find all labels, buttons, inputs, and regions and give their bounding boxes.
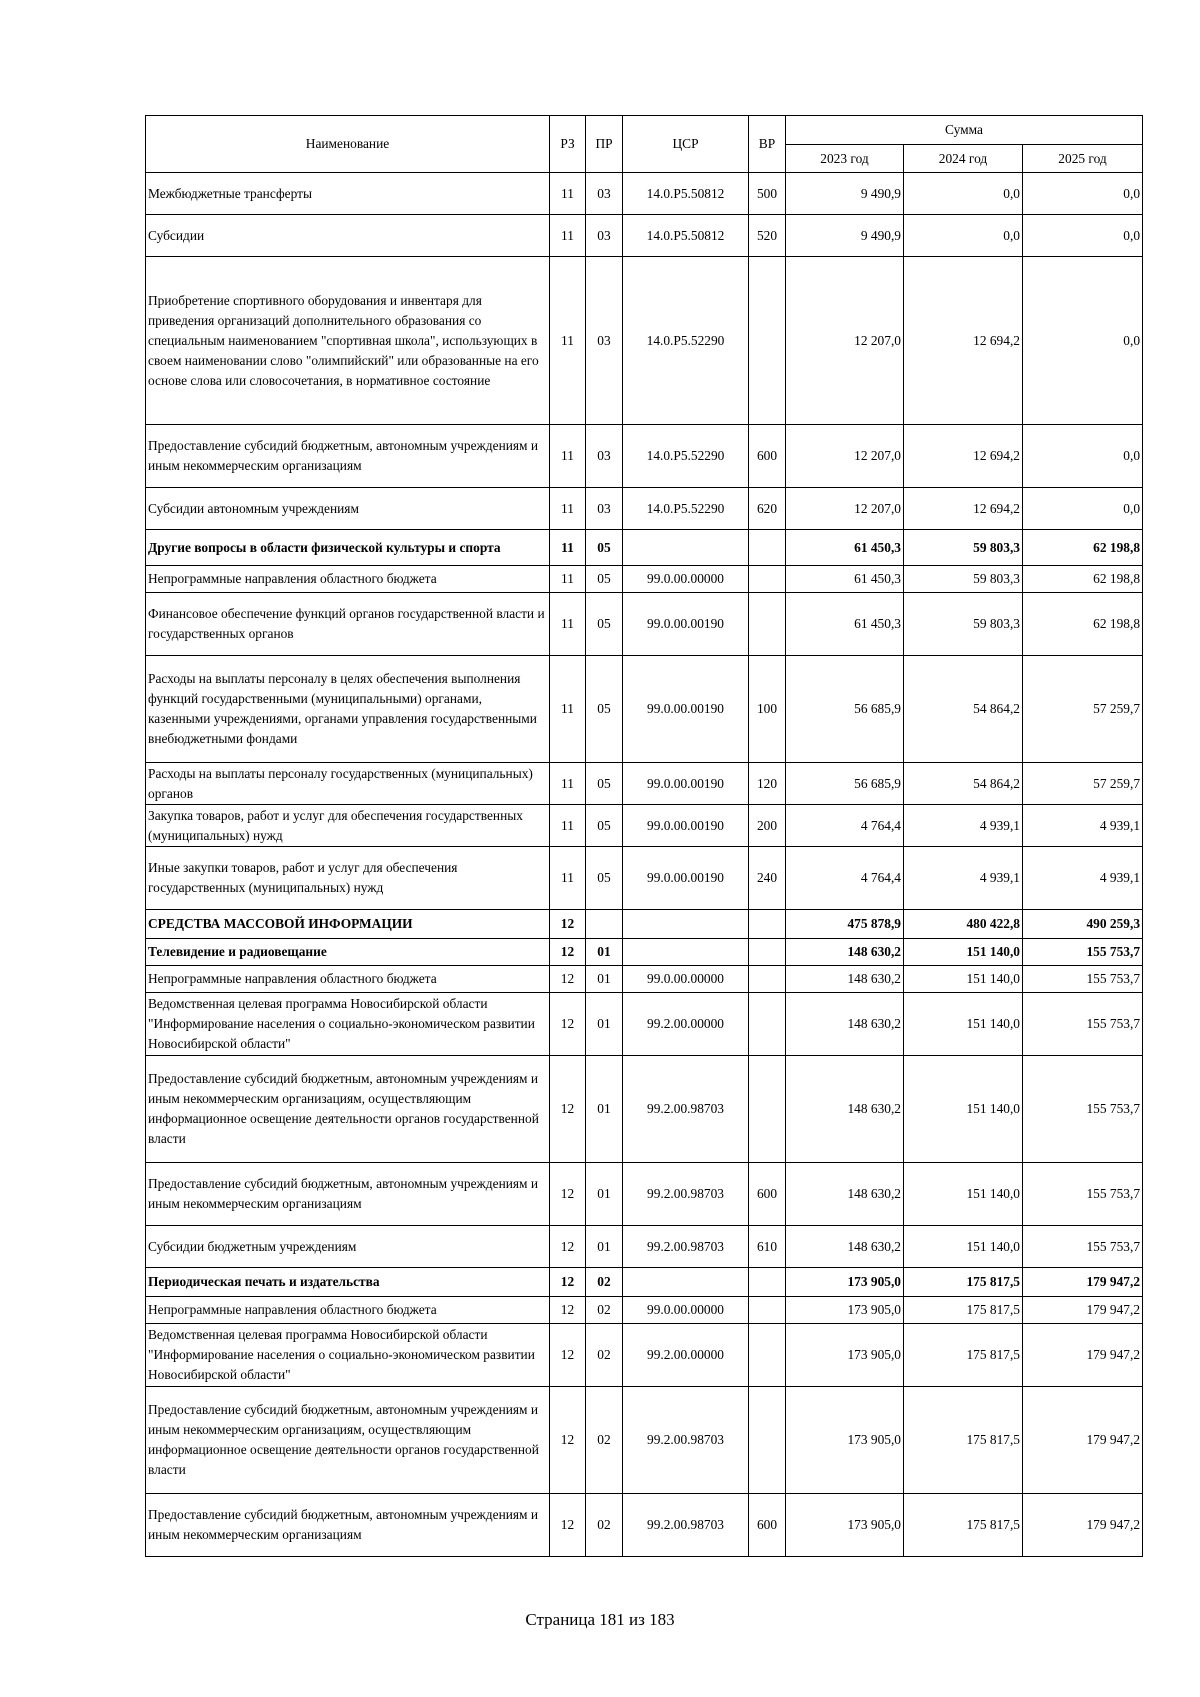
row-sum-2024: 175 817,5 (904, 1387, 1023, 1494)
row-sum-2023: 61 450,3 (786, 593, 904, 656)
row-sum-2025: 179 947,2 (1023, 1324, 1143, 1387)
row-name: Ведомственная целевая программа Новосибирской области "Информирование населения о социально-экономическом развитии Новосибирской области" (146, 1324, 550, 1387)
table-row (146, 939, 1143, 966)
row-sum-2025: 62 198,8 (1023, 566, 1143, 593)
row-sum-2025: 179 947,2 (1023, 1268, 1143, 1297)
row-name: Закупка товаров, работ и услуг для обеспечения государственных (муниципальных) нужд (146, 805, 550, 847)
row-csr: 14.0.P5.52290 (623, 425, 749, 488)
row-vr (749, 593, 786, 656)
row-csr: 99.2.00.98703 (623, 1056, 749, 1163)
row-csr: 99.2.00.00000 (623, 993, 749, 1056)
row-rz: 11 (550, 763, 586, 805)
row-csr: 14.0.P5.52290 (623, 257, 749, 425)
row-sum-2023: 9 490,9 (786, 173, 904, 215)
row-pr: 05 (586, 847, 623, 910)
row-sum-2024: 54 864,2 (904, 656, 1023, 763)
row-sum-2025: 62 198,8 (1023, 530, 1143, 566)
table-row (146, 566, 1143, 593)
row-sum-2024: 0,0 (904, 215, 1023, 257)
row-csr: 99.0.00.00000 (623, 966, 749, 993)
row-pr: 03 (586, 215, 623, 257)
row-vr (749, 993, 786, 1056)
row-vr: 600 (749, 1494, 786, 1557)
row-sum-2024: 54 864,2 (904, 763, 1023, 805)
row-sum-2023: 148 630,2 (786, 1163, 904, 1226)
row-vr: 100 (749, 656, 786, 763)
table-row (146, 966, 1143, 993)
row-csr: 14.0.P5.52290 (623, 488, 749, 530)
row-vr: 200 (749, 805, 786, 847)
row-csr (623, 939, 749, 966)
row-pr: 05 (586, 593, 623, 656)
table-row (146, 1163, 1143, 1226)
row-name: Субсидии автономным учреждениям (146, 488, 550, 530)
row-sum-2023: 12 207,0 (786, 257, 904, 425)
row-pr: 01 (586, 993, 623, 1056)
header-rz: РЗ (550, 116, 586, 173)
table-row (146, 1324, 1143, 1387)
row-vr: 620 (749, 488, 786, 530)
row-sum-2024: 151 140,0 (904, 993, 1023, 1056)
row-rz: 11 (550, 425, 586, 488)
table-row (146, 910, 1143, 939)
row-pr: 01 (586, 939, 623, 966)
row-pr: 01 (586, 1226, 623, 1268)
row-csr: 99.0.00.00190 (623, 763, 749, 805)
row-sum-2023: 148 630,2 (786, 1226, 904, 1268)
row-csr: 99.0.00.00190 (623, 593, 749, 656)
row-sum-2023: 148 630,2 (786, 966, 904, 993)
page-number: Страница 181 из 183 (525, 1610, 675, 1629)
row-sum-2023: 12 207,0 (786, 425, 904, 488)
row-sum-2023: 173 905,0 (786, 1324, 904, 1387)
row-sum-2024: 4 939,1 (904, 805, 1023, 847)
row-pr: 02 (586, 1297, 623, 1324)
row-csr: 99.0.00.00000 (623, 1297, 749, 1324)
row-sum-2025: 490 259,3 (1023, 910, 1143, 939)
row-rz: 11 (550, 215, 586, 257)
table-row (146, 593, 1143, 656)
row-sum-2024: 12 694,2 (904, 425, 1023, 488)
row-sum-2023: 56 685,9 (786, 656, 904, 763)
row-name: Другие вопросы в области физической культуры и спорта (146, 530, 550, 566)
row-vr (749, 1387, 786, 1494)
row-sum-2025: 4 939,1 (1023, 847, 1143, 910)
row-vr (749, 910, 786, 939)
row-sum-2023: 4 764,4 (786, 847, 904, 910)
row-sum-2025: 179 947,2 (1023, 1297, 1143, 1324)
row-sum-2024: 59 803,3 (904, 566, 1023, 593)
row-rz: 11 (550, 530, 586, 566)
row-name: Периодическая печать и издательства (146, 1268, 550, 1297)
row-pr: 02 (586, 1268, 623, 1297)
row-vr: 120 (749, 763, 786, 805)
row-rz: 11 (550, 257, 586, 425)
row-sum-2025: 0,0 (1023, 173, 1143, 215)
row-rz: 12 (550, 993, 586, 1056)
row-sum-2023: 61 450,3 (786, 566, 904, 593)
row-vr (749, 1324, 786, 1387)
row-pr: 01 (586, 1056, 623, 1163)
row-name: Финансовое обеспечение функций органов государственной власти и государственных органов (146, 593, 550, 656)
row-sum-2023: 148 630,2 (786, 939, 904, 966)
row-rz: 12 (550, 1163, 586, 1226)
row-rz: 11 (550, 656, 586, 763)
row-pr: 02 (586, 1387, 623, 1494)
table-row (146, 425, 1143, 488)
row-vr: 610 (749, 1226, 786, 1268)
row-sum-2025: 0,0 (1023, 488, 1143, 530)
header-year-2024: 2024 год (904, 145, 1023, 173)
row-sum-2023: 173 905,0 (786, 1494, 904, 1557)
row-sum-2023: 173 905,0 (786, 1297, 904, 1324)
row-rz: 12 (550, 1324, 586, 1387)
row-rz: 11 (550, 566, 586, 593)
row-rz: 11 (550, 488, 586, 530)
table-row (146, 215, 1143, 257)
row-csr: 99.2.00.98703 (623, 1494, 749, 1557)
row-rz: 12 (550, 966, 586, 993)
row-csr: 99.0.00.00190 (623, 847, 749, 910)
table-row (146, 1268, 1143, 1297)
row-sum-2023: 173 905,0 (786, 1387, 904, 1494)
row-sum-2024: 59 803,3 (904, 530, 1023, 566)
table-row (146, 763, 1143, 805)
row-csr: 99.2.00.98703 (623, 1387, 749, 1494)
row-sum-2024: 151 140,0 (904, 966, 1023, 993)
row-name: Телевидение и радиовещание (146, 939, 550, 966)
row-sum-2025: 57 259,7 (1023, 763, 1143, 805)
row-name: СРЕДСТВА МАССОВОЙ ИНФОРМАЦИИ (146, 910, 550, 939)
table-row (146, 847, 1143, 910)
row-sum-2023: 173 905,0 (786, 1268, 904, 1297)
row-sum-2025: 179 947,2 (1023, 1494, 1143, 1557)
row-sum-2024: 0,0 (904, 173, 1023, 215)
row-vr: 600 (749, 1163, 786, 1226)
row-rz: 11 (550, 593, 586, 656)
table-row (146, 1494, 1143, 1557)
row-sum-2025: 155 753,7 (1023, 939, 1143, 966)
row-sum-2023: 148 630,2 (786, 993, 904, 1056)
row-name: Иные закупки товаров, работ и услуг для обеспечения государственных (муниципальных) нужд (146, 847, 550, 910)
table-row (146, 805, 1143, 847)
header-name: Наименование (146, 116, 550, 173)
row-name: Предоставление субсидий бюджетным, автономным учреждениям и иным некоммерческим организациям (146, 1163, 550, 1226)
row-sum-2025: 179 947,2 (1023, 1387, 1143, 1494)
row-vr: 240 (749, 847, 786, 910)
row-sum-2025: 0,0 (1023, 425, 1143, 488)
row-csr: 99.2.00.98703 (623, 1226, 749, 1268)
row-sum-2024: 175 817,5 (904, 1494, 1023, 1557)
row-name: Непрограммные направления областного бюджета (146, 966, 550, 993)
row-sum-2025: 155 753,7 (1023, 1163, 1143, 1226)
row-sum-2025: 4 939,1 (1023, 805, 1143, 847)
row-vr: 500 (749, 173, 786, 215)
header-year-2025: 2025 год (1023, 145, 1143, 173)
row-vr (749, 1268, 786, 1297)
row-pr: 01 (586, 1163, 623, 1226)
table-row (146, 530, 1143, 566)
row-sum-2023: 12 207,0 (786, 488, 904, 530)
row-rz: 12 (550, 1056, 586, 1163)
row-rz: 12 (550, 1268, 586, 1297)
row-sum-2023: 475 878,9 (786, 910, 904, 939)
row-pr: 01 (586, 966, 623, 993)
row-name: Непрограммные направления областного бюджета (146, 566, 550, 593)
row-pr: 05 (586, 763, 623, 805)
row-csr (623, 530, 749, 566)
row-pr: 05 (586, 566, 623, 593)
row-vr (749, 566, 786, 593)
row-rz: 12 (550, 1387, 586, 1494)
row-rz: 12 (550, 939, 586, 966)
row-csr: 99.2.00.98703 (623, 1163, 749, 1226)
row-csr: 14.0.P5.50812 (623, 173, 749, 215)
row-sum-2025: 0,0 (1023, 215, 1143, 257)
row-sum-2024: 151 140,0 (904, 939, 1023, 966)
row-pr: 05 (586, 656, 623, 763)
table-row (146, 257, 1143, 425)
row-sum-2024: 175 817,5 (904, 1297, 1023, 1324)
row-pr: 03 (586, 425, 623, 488)
row-pr: 03 (586, 488, 623, 530)
row-pr: 02 (586, 1324, 623, 1387)
row-vr: 600 (749, 425, 786, 488)
row-vr: 520 (749, 215, 786, 257)
row-name: Ведомственная целевая программа Новосибирской области "Информирование населения о социально-экономическом развитии Новосибирской области" (146, 993, 550, 1056)
row-rz: 11 (550, 173, 586, 215)
row-sum-2023: 9 490,9 (786, 215, 904, 257)
row-sum-2024: 12 694,2 (904, 257, 1023, 425)
row-rz: 12 (550, 910, 586, 939)
row-pr: 03 (586, 257, 623, 425)
row-vr (749, 939, 786, 966)
row-vr (749, 257, 786, 425)
header-year-2023: 2023 год (786, 145, 904, 173)
row-sum-2024: 480 422,8 (904, 910, 1023, 939)
row-sum-2024: 12 694,2 (904, 488, 1023, 530)
row-sum-2025: 62 198,8 (1023, 593, 1143, 656)
row-name: Расходы на выплаты персоналу в целях обеспечения выполнения функций государственными (муниципальными) органами, казенными учреждениями, органами управления государственными внебюджетными фондами (146, 656, 550, 763)
row-sum-2024: 151 140,0 (904, 1056, 1023, 1163)
row-sum-2025: 155 753,7 (1023, 1226, 1143, 1268)
row-rz: 12 (550, 1494, 586, 1557)
row-sum-2025: 57 259,7 (1023, 656, 1143, 763)
table-row (146, 656, 1143, 763)
row-vr (749, 1297, 786, 1324)
row-sum-2023: 148 630,2 (786, 1056, 904, 1163)
table-row (146, 1226, 1143, 1268)
row-csr (623, 1268, 749, 1297)
row-rz: 12 (550, 1226, 586, 1268)
row-sum-2024: 59 803,3 (904, 593, 1023, 656)
row-vr (749, 1056, 786, 1163)
row-name: Предоставление субсидий бюджетным, автономным учреждениям и иным некоммерческим организациям, осуществляющим информационное освещение деятельности органов государственной власти (146, 1056, 550, 1163)
table-row (146, 993, 1143, 1056)
row-pr: 05 (586, 530, 623, 566)
row-sum-2023: 61 450,3 (786, 530, 904, 566)
header-vr: ВР (749, 116, 786, 173)
budget-table (145, 115, 1143, 1557)
header-sum: Сумма (786, 116, 1143, 145)
row-name: Межбюджетные трансферты (146, 173, 550, 215)
row-pr: 05 (586, 805, 623, 847)
row-csr: 99.0.00.00190 (623, 805, 749, 847)
row-sum-2024: 175 817,5 (904, 1268, 1023, 1297)
row-sum-2024: 175 817,5 (904, 1324, 1023, 1387)
row-sum-2025: 0,0 (1023, 257, 1143, 425)
row-sum-2025: 155 753,7 (1023, 1056, 1143, 1163)
row-vr (749, 966, 786, 993)
row-rz: 11 (550, 805, 586, 847)
table-row (146, 1297, 1143, 1324)
row-sum-2023: 56 685,9 (786, 763, 904, 805)
row-name: Предоставление субсидий бюджетным, автономным учреждениям и иным некоммерческим организациям (146, 1494, 550, 1557)
row-csr: 14.0.P5.50812 (623, 215, 749, 257)
table-row (146, 1056, 1143, 1163)
table-row (146, 173, 1143, 215)
row-sum-2024: 4 939,1 (904, 847, 1023, 910)
row-name: Расходы на выплаты персоналу государственных (муниципальных) органов (146, 763, 550, 805)
row-csr: 99.0.00.00000 (623, 566, 749, 593)
row-sum-2025: 155 753,7 (1023, 993, 1143, 1056)
row-csr (623, 910, 749, 939)
row-name: Предоставление субсидий бюджетным, автономным учреждениям и иным некоммерческим организациям (146, 425, 550, 488)
row-rz: 12 (550, 1297, 586, 1324)
row-csr: 99.2.00.00000 (623, 1324, 749, 1387)
row-sum-2024: 151 140,0 (904, 1226, 1023, 1268)
row-name: Непрограммные направления областного бюджета (146, 1297, 550, 1324)
header-csr: ЦСР (623, 116, 749, 173)
row-sum-2024: 151 140,0 (904, 1163, 1023, 1226)
table-body (146, 173, 1143, 1557)
row-sum-2025: 155 753,7 (1023, 966, 1143, 993)
row-pr: 03 (586, 173, 623, 215)
row-vr (749, 530, 786, 566)
table-row (146, 488, 1143, 530)
row-name: Субсидии (146, 215, 550, 257)
row-rz: 11 (550, 847, 586, 910)
row-name: Субсидии бюджетным учреждениям (146, 1226, 550, 1268)
row-sum-2023: 4 764,4 (786, 805, 904, 847)
row-pr: 02 (586, 1494, 623, 1557)
row-name: Предоставление субсидий бюджетным, автономным учреждениям и иным некоммерческим организациям, осуществляющим информационное освещение деятельности органов государственной власти (146, 1387, 550, 1494)
row-pr (586, 910, 623, 939)
table-row (146, 1387, 1143, 1494)
row-csr: 99.0.00.00190 (623, 656, 749, 763)
row-name: Приобретение спортивного оборудования и инвентаря для приведения организаций дополнительного образования со специальным наименованием "спортивная школа", использующих в своем наименовании слово "олимпийский" или образованные на его основе слова или словосочетания, в нормативное состояние (146, 257, 550, 425)
header-pr: ПР (586, 116, 623, 173)
